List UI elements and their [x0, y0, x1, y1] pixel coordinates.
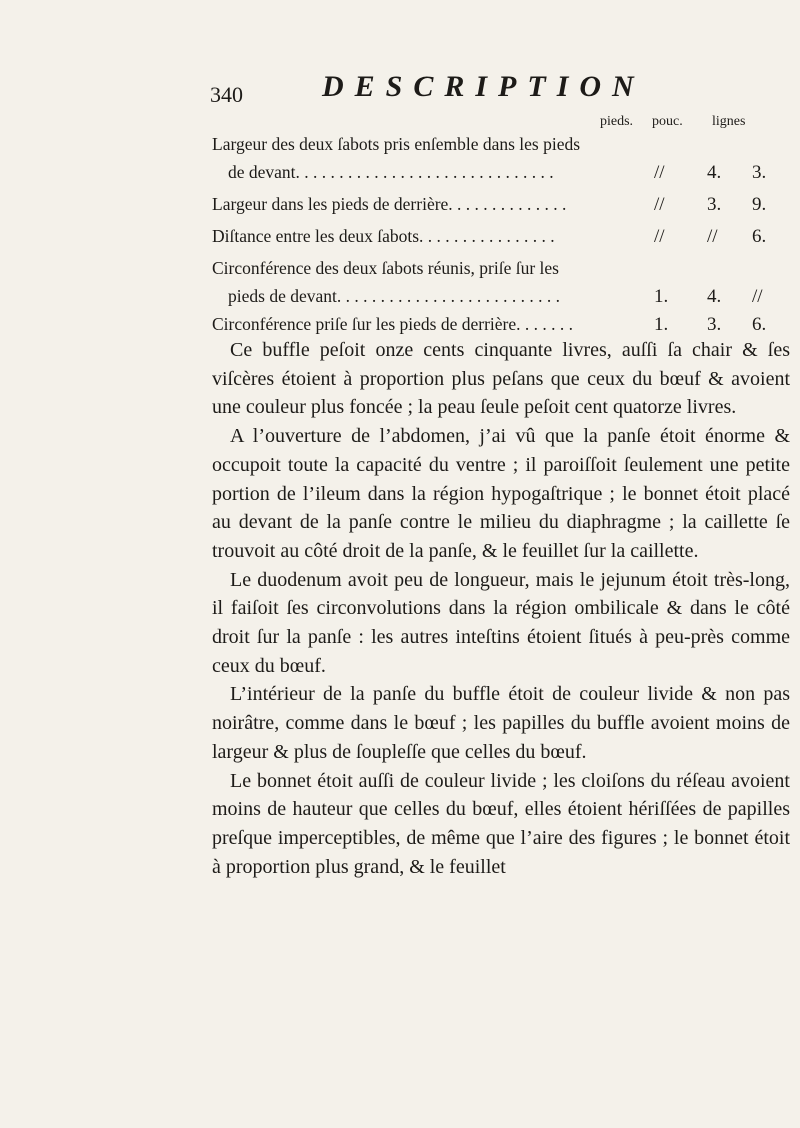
measure-label: Circonférence priſe ſur les pieds de derrière. . . . . . .: [212, 314, 574, 334]
body-text: [212, 336, 790, 881]
column-header-pieds: pieds.: [600, 114, 634, 129]
measure-label: Largeur dans les pieds de derrière. . . . . . . . . . . . . .: [212, 194, 567, 214]
value-pouces: //: [707, 226, 718, 247]
paragraph: Ce buffle peſoit onze cents cinquante livres, auſſi ſa chair & ſes viſcères étoient à proportion plus peſans que ceux du bœuf & avoient une couleur plus foncée ; la peau ſeule peſoit cent quatorze livres.: [212, 339, 790, 419]
value-pouces: 3.: [707, 194, 722, 215]
value-lignes: 3.: [752, 162, 767, 183]
measure-row: [212, 286, 792, 312]
paragraph: Le duodenum avoit peu de longueur, mais le jejunum étoit très-long, il faiſoit ſes circonvolutions dans la région ombilicale & dans le côté droit ſur la panſe : les autres inteſtins étoient ſitués à peu-près comme ceux du bœuf.: [212, 568, 790, 677]
measure-row: [212, 162, 792, 188]
value-lignes: //: [752, 286, 763, 307]
running-title: DESCRIPTION: [322, 70, 645, 103]
value-pieds: 1.: [654, 286, 669, 307]
measure-label: Diſtance entre les deux ſabots. . . . . . . . . . . . . . . .: [212, 226, 555, 246]
measure-label: Circonférence des deux ſabots réunis, priſe ſur les: [212, 258, 559, 278]
value-pieds: //: [654, 194, 665, 215]
value-pouces: 4.: [707, 162, 722, 183]
measure-row: [212, 258, 792, 284]
measure-label: pieds de devant. . . . . . . . . . . . . . . . . . . . . . . . . .: [228, 286, 560, 306]
value-pieds: //: [654, 162, 665, 183]
value-pieds: //: [654, 226, 665, 247]
value-pieds: 1.: [654, 314, 669, 335]
column-header-pouces: pouc.: [652, 114, 683, 129]
value-lignes: 9.: [752, 194, 767, 215]
page-number: 340: [210, 82, 243, 107]
value-pouces: 3.: [707, 314, 722, 335]
column-header-lignes: lignes: [712, 114, 746, 129]
measure-row: [212, 134, 792, 160]
paragraph: Le bonnet étoit auſſi de couleur livide ; les cloiſons du réſeau avoient moins de hauteur que celles du bœuf, elles étoient hériſſées de papilles preſque imperceptibles, de même que l’aire des figures ; le bonnet étoit à proportion plus grand, & le feuillet: [212, 769, 790, 878]
measure-row: [212, 194, 792, 220]
paragraph: L’intérieur de la panſe du buffle étoit de couleur livide & non pas noirâtre, comme dans le bœuf ; les papilles du buffle avoient moins de largeur & plus de ſoupleſſe que celles du bœuf.: [212, 683, 790, 763]
measure-row: [212, 226, 792, 252]
measure-label: de devant. . . . . . . . . . . . . . . . . . . . . . . . . . . . . .: [228, 162, 554, 182]
measure-label: Largeur des deux ſabots pris enſemble dans les pieds: [212, 134, 581, 154]
value-lignes: 6.: [752, 314, 767, 335]
value-lignes: 6.: [752, 226, 767, 247]
paragraph: A l’ouverture de l’abdomen, j’ai vû que la panſe étoit énorme & occupoit toute la capacité du ventre ; il paroiſſoit ſeulement une petite portion de l’ileum dans la région hypogaſtrique ; le bonnet étoit placé au devant de la panſe contre le milieu du diaphragme ; la caillette ſe trouvoit au côté droit de la panſe, & le feuillet ſur la caillette.: [212, 425, 790, 562]
value-pouces: 4.: [707, 286, 722, 307]
